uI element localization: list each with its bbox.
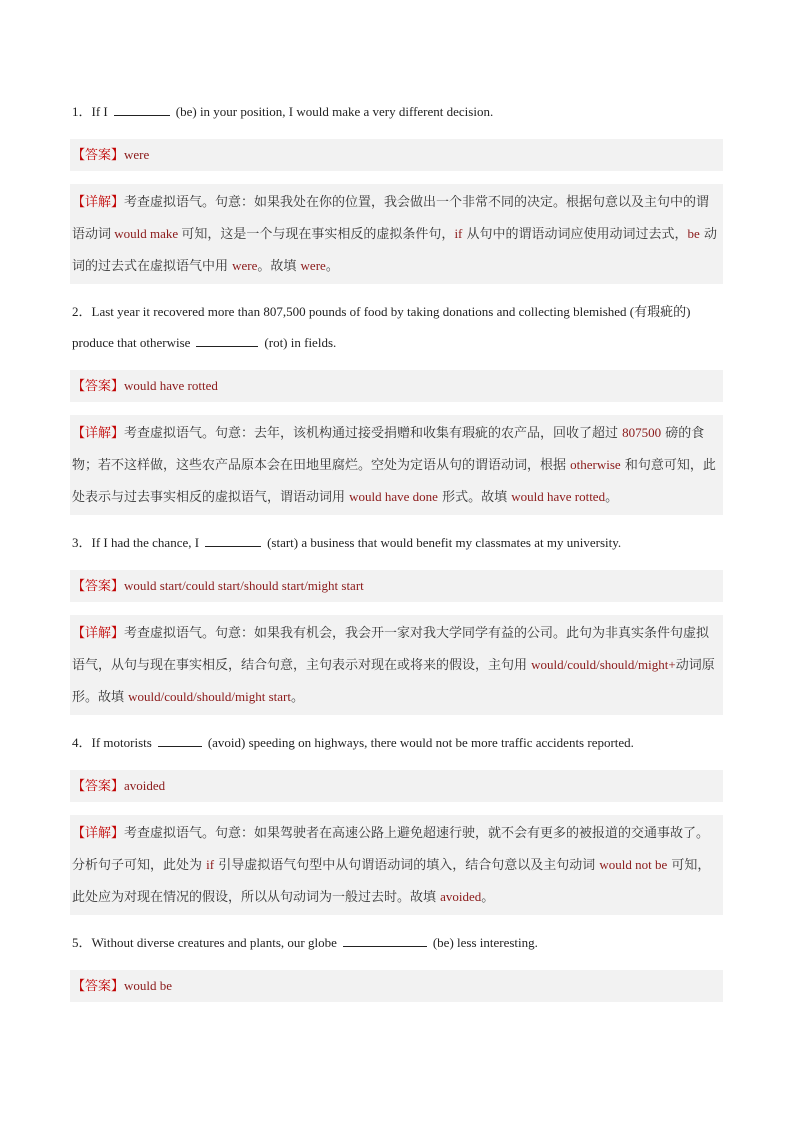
question-number: 3． [72, 535, 92, 550]
detail-box [70, 615, 723, 715]
question-number: 4． [72, 735, 92, 750]
answer-tag: 【答案】 [72, 148, 125, 163]
question-number: 2． [72, 304, 92, 319]
answer-text: avoided [124, 778, 166, 793]
question-2 [70, 296, 723, 358]
question-text-after: (start) a business that would benefit my classmates at my university. [267, 535, 622, 550]
detail-box [70, 815, 723, 915]
detail-text: 形式。故填 [437, 490, 512, 505]
answer-box [70, 970, 723, 1002]
detail-text: 和句意可知，此处表示与过去事实相反的虚拟语气，谓语动词用 [72, 458, 716, 505]
answer-box [70, 770, 723, 802]
detail-text: 考查虚拟语气。句意：如果我有机会，我会开一家对我大学同学有益的公司。此句为非真实条件句虚拟语气，从句与现在事实相反，结合句意，主句表示对现在或将来的假设，主句用 [72, 626, 710, 673]
detail-box [70, 415, 723, 515]
detail-text: 可知，这是一个与现在事实相反的虚拟条件句， [181, 227, 455, 242]
detail-text: 。 [291, 690, 305, 705]
detail-tag: 【详解】 [72, 426, 125, 441]
detail-text: 磅的食物；若不这样做，这些农产品原本会在田地里腐烂。空处为定语从句的谓语动词，根据 [72, 426, 705, 473]
detail-highlight: would have rotted [511, 489, 606, 504]
answer-tag: 【答案】 [72, 379, 125, 394]
question-text-before: If I [91, 104, 108, 119]
detail-text: 。 [325, 259, 339, 274]
detail-tag: 【详解】 [72, 626, 125, 641]
question-4 [70, 727, 723, 758]
answer-tag: 【答案】 [72, 979, 125, 994]
detail-text: 。故填 [257, 259, 301, 274]
answer-box [70, 370, 723, 402]
detail-highlight: were [300, 258, 326, 273]
detail-highlight: avoided [440, 889, 482, 904]
question-text-after: (be) in your position, I would make a very different decision. [175, 104, 494, 119]
detail-text: 。 [605, 490, 619, 505]
question-text-after: (rot) in fields. [264, 335, 337, 350]
answer-blank [158, 734, 202, 747]
detail-text: 考查虚拟语气。句意：如果我处在你的位置，我会做出一个非常不同的决定。根据句意以及主句中的谓语动词 [72, 195, 710, 242]
answer-box [70, 139, 723, 171]
answer-text: would start/could start/should start/might start [124, 578, 364, 593]
answer-tag: 【答案】 [72, 779, 125, 794]
answer-blank [196, 334, 258, 347]
answer-tag: 【答案】 [72, 579, 125, 594]
question-3 [70, 527, 723, 558]
question-1 [70, 96, 723, 127]
detail-box [70, 184, 723, 284]
detail-highlight: 807500 [622, 425, 662, 440]
detail-text: 动词的过去式在虚拟语气中用 [72, 227, 717, 274]
question-5 [70, 927, 723, 958]
answer-blank [205, 534, 261, 547]
detail-tag: 【详解】 [72, 826, 125, 841]
detail-highlight: would/could/should/might start [128, 689, 291, 704]
detail-highlight: were [232, 258, 258, 273]
detail-text: 考查虚拟语气。句意：去年，该机构通过接受捐赠和收集有瑕疵的农产品，回收了超过 [124, 426, 623, 441]
detail-highlight: would have done [349, 489, 438, 504]
detail-highlight: would make [111, 226, 182, 241]
question-text-after: (be) less interesting. [432, 935, 538, 950]
answer-text: would be [124, 978, 173, 993]
detail-highlight: would not be [599, 857, 668, 872]
answer-blank [114, 103, 170, 116]
question-text-before: Without diverse creatures and plants, our globe [91, 935, 337, 950]
document-page [70, 96, 723, 1002]
question-number: 1． [72, 104, 92, 119]
detail-highlight: if [454, 226, 463, 241]
detail-text: 引导虚拟语气句型中从句谓语动词的填入，结合句意以及主句动词 [214, 858, 600, 873]
question-number: 5． [72, 935, 92, 950]
detail-highlight: be [687, 226, 700, 241]
detail-highlight: if [206, 857, 215, 872]
answer-text: were [124, 147, 150, 162]
question-text-before: Last year it recovered more than 807,500 pounds of food by taking donations and collecting blemished (有瑕疵的) produce that otherwise [72, 304, 691, 350]
detail-highlight: would/could/should/might+ [531, 657, 676, 672]
detail-text: 动词原形。故填 [72, 658, 715, 705]
answer-blank [343, 934, 427, 947]
detail-text: 考查虚拟语气。句意：如果驾驶者在高速公路上避免超速行驶，就不会有更多的被报道的交通事故了。分析句子可知，此处为 [72, 826, 710, 873]
detail-text: 。 [481, 890, 495, 905]
detail-text: 可知，此处应为对现在情况的假设，所以从句动词为一般过去时。故填 [72, 858, 711, 905]
question-text-before: If I had the chance, I [91, 535, 200, 550]
question-text-before: If motorists [91, 735, 152, 750]
answer-text: would have rotted [124, 378, 218, 393]
detail-text: 从句中的谓语动词应使用动词过去式， [462, 227, 688, 242]
question-text-after: (avoid) speeding on highways, there would not be more traffic accidents reported. [207, 735, 634, 750]
detail-tag: 【详解】 [72, 195, 125, 210]
detail-highlight: otherwise [570, 457, 621, 472]
answer-box [70, 570, 723, 602]
